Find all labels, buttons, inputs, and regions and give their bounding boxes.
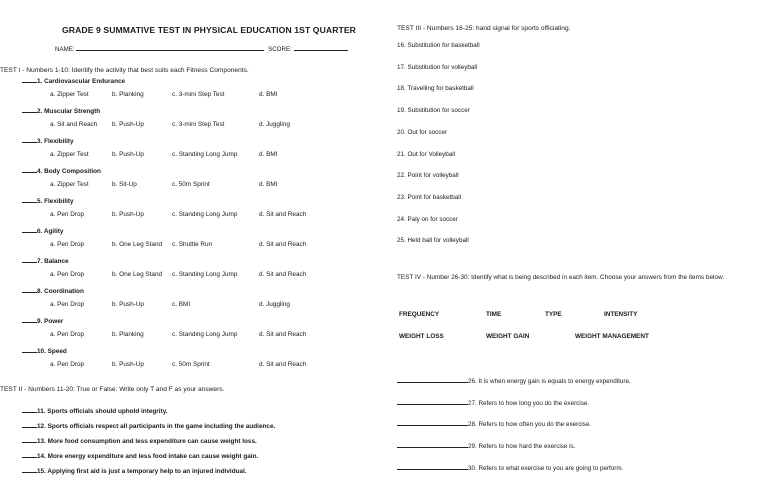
question-label: 8. Coordination [37,288,84,295]
test1-question [22,196,74,205]
test4-item [397,419,591,428]
test2-statement [22,421,275,430]
statement-text: 12. Sports officials respect all participants in the game including the audience. [37,423,276,430]
test3-heading: TEST III - Numbers 16-25: hand signal for sports officiating. [397,25,571,32]
statement-text: 13. More food consumption and less expenditure can cause weight loss. [37,438,257,445]
statement-text: 15. Applying first aid is just a temporary help to an injured individual. [37,468,247,475]
option: b. Push-Up [112,211,144,218]
score-field[interactable] [294,44,348,51]
question-label: 1. Cardiovascular Endurance [37,78,126,85]
option: b. Push-Up [112,301,144,308]
option: c. 50m Sprint [172,361,210,368]
test4-item [397,376,631,385]
test3-item: 25. Held ball for volleyball [397,237,469,245]
item-text: 30. Refers to what exercise to you are going to perform. [468,464,624,472]
test1-heading: TEST I - Numbers 1-10: Identify the activity that best suits each Fitness Components. [0,67,249,74]
answer-blank[interactable] [22,421,37,428]
answer-blank[interactable] [22,466,37,473]
test3-item: 23. Point for basketball [397,193,462,201]
test1-question [22,166,101,175]
statement-text: 11. Sports officials should uphold integrity. [37,408,168,415]
question-label: 5. Flexibility [37,198,74,205]
option: b. Planking [112,91,144,98]
answer-blank[interactable] [397,376,468,383]
option: a. Pen Drop [50,271,85,278]
answer-blank[interactable] [397,463,468,470]
test1-question [22,316,63,325]
option: a. Sit and Reach [50,121,98,128]
answer-blank[interactable] [22,286,37,293]
test3-item: 22. Point for volleyball [397,172,459,180]
option: b. Push-Up [112,121,144,128]
test2-statement [22,466,247,475]
statement-text: 14. More energy expenditure and less food intake can cause weight gain. [37,453,259,460]
option: b. Planking [112,331,144,338]
option: b. One Leg Stand [112,271,163,278]
option: c. Standing Long Jump [172,331,238,338]
answer-choice: TYPE [545,311,562,318]
name-field[interactable] [76,44,264,51]
option: d. Sit and Reach [259,331,307,338]
question-label: 10. Speed [37,348,67,355]
answer-blank[interactable] [22,226,37,233]
item-text: 29. Refers to how hard the exercise is. [468,443,576,451]
test3-item: 18. Travelling for basketball [397,85,474,93]
option: d. Juggling [259,301,290,308]
test4-item [397,398,589,407]
test1-question [22,346,67,355]
name-score-row [55,44,348,53]
test4-heading: TEST IV - Number 26-30: Identify what is being described in each item. Choose your answers from the items below. [397,274,725,281]
answer-blank[interactable] [22,106,37,113]
answer-blank[interactable] [22,76,37,83]
option: a. Zipper Test [50,151,89,158]
test3-item: 16. Substitution for basketball [397,42,480,49]
answer-blank[interactable] [22,316,37,323]
answer-choice: WEIGHT MANAGEMENT [575,333,649,340]
answer-blank[interactable] [397,398,468,405]
test2-statement [22,436,257,445]
option: a. Zipper Test [50,181,89,188]
option: c. 50m Sprint [172,181,210,188]
test1-question [22,106,100,115]
answer-blank[interactable] [22,451,37,458]
answer-choice: WEIGHT LOSS [399,333,444,340]
option: d. BMI [259,181,278,188]
test1-question [22,76,125,85]
answer-blank[interactable] [22,256,37,263]
test3-item: 21. Out for Volleyball [397,150,456,158]
option: c. Standing Long Jump [172,271,238,278]
option: d. Sit and Reach [259,361,307,368]
question-label: 7. Balance [37,258,69,265]
test1-question [22,226,63,235]
test3-item: 19. Substitution for soccer [397,107,470,115]
option: c. 3-mini Step Test [172,121,225,128]
test3-item: 17. Substitution for volleyball [397,63,478,71]
answer-blank[interactable] [397,441,468,448]
answer-blank[interactable] [22,166,37,173]
option: d. Juggling [259,121,290,128]
option: c. Standing Long Jump [172,211,238,218]
answer-choice: FREQUENCY [399,311,440,318]
question-label: 2. Muscular Strength [37,108,101,115]
test1-question [22,286,84,295]
option: a. Pen Drop [50,331,85,338]
option: d. BMI [259,151,278,158]
answer-blank[interactable] [22,196,37,203]
name-label: NAME: [55,46,75,53]
test2-statement [22,406,168,415]
answer-choice: TIME [486,311,502,318]
answer-blank[interactable] [22,346,37,353]
option: a. Pen Drop [50,211,85,218]
answer-choice: INTENSITY [604,311,638,318]
option: b. Push-Up [112,361,144,368]
option: b. Push-Up [112,151,144,158]
option: b. Sit-Up [112,181,137,188]
test2-statement [22,451,258,460]
test1-question [22,136,74,145]
option: c. 3-mini Step Test [172,91,225,98]
item-text: 28. Refers to how often you do the exercise. [468,421,592,429]
question-label: 3. Flexibility [37,138,74,145]
option: c. BMI [172,301,191,308]
answer-choice: WEIGHT GAIN [486,333,530,340]
option: a. Pen Drop [50,241,85,248]
question-label: 4. Body Composition [37,168,101,175]
option: b. One Leg Stand [112,241,163,248]
item-text: 26. It is when energy gain is equals to energy expenditure. [468,378,631,385]
answer-blank[interactable] [397,419,468,426]
option: d. Sit and Reach [259,211,307,218]
option: c. Standing Long Jump [172,151,238,158]
test4-item [397,441,575,450]
test3-item: 20. Out for soccer [397,128,448,136]
test4-item [397,463,623,472]
question-label: 6. Agility [37,228,64,235]
option: a. Zipper Test [50,91,89,98]
question-label: 9. Power [37,318,64,325]
option: d. Sit and Reach [259,271,307,278]
answer-blank[interactable] [22,136,37,143]
option: d. Sit and Reach [259,241,307,248]
score-label: SCORE: [268,46,292,53]
test3-item: 24. Paly on for soccer [397,215,458,223]
answer-blank[interactable] [22,406,37,413]
test2-heading: TEST II - Numbers 11-20: True or False: Write only T and F as your answers. [0,386,225,393]
option: a. Pen Drop [50,361,85,368]
page-title: GRADE 9 SUMMATIVE TEST IN PHYSICAL EDUCATION 1ST QUARTER [62,25,356,35]
answer-blank[interactable] [22,436,37,443]
option: a. Pen Drop [50,301,85,308]
option: d. BMI [259,91,278,98]
test1-question [22,256,69,265]
option: c. Shuttle Run [172,241,213,248]
item-text: 27. Refers to how long you do the exercise. [468,399,590,407]
